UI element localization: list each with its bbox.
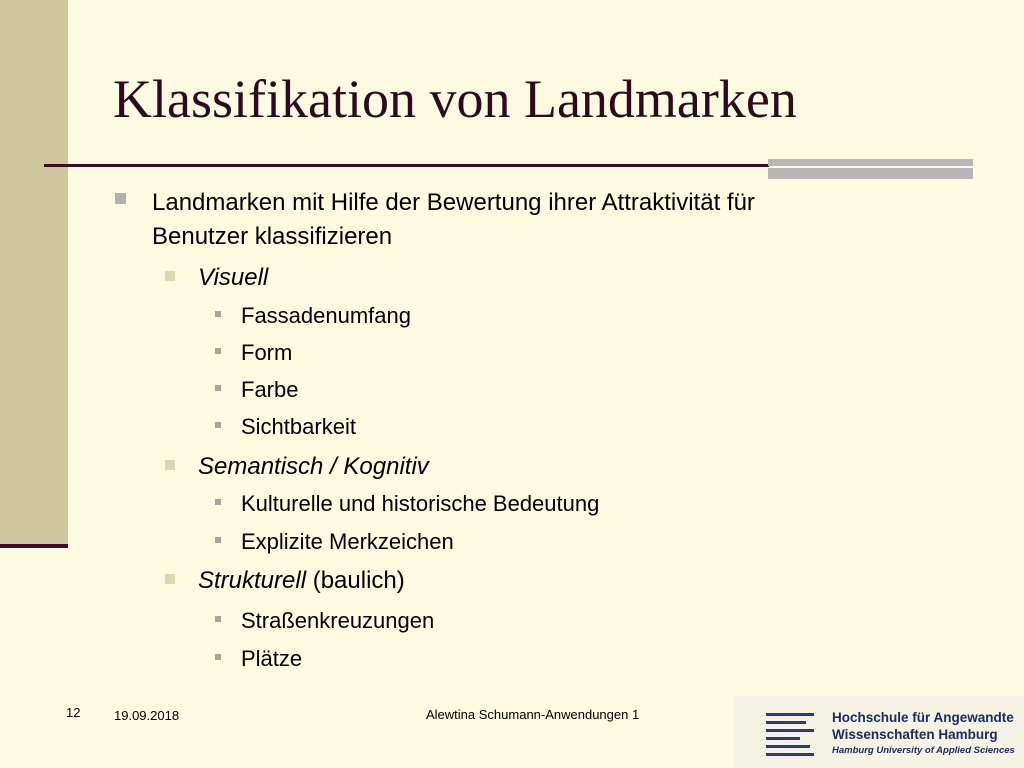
title-accent-bar: [768, 168, 973, 179]
square-bullet-icon: [165, 271, 175, 281]
square-bullet-icon: [115, 193, 126, 204]
title-underline: [44, 164, 769, 167]
logo-line3: Hamburg University of Applied Sciences: [832, 745, 1015, 756]
square-bullet-icon: [215, 422, 221, 428]
group-heading: Visuell: [198, 264, 269, 291]
square-bullet-icon: [215, 499, 221, 505]
side-decoration-bar: [0, 0, 68, 545]
logo-lines-icon: [766, 713, 814, 759]
group-heading: Semantisch / Kognitiv: [198, 453, 429, 480]
list-item: Straßenkreuzungen: [241, 608, 435, 633]
footer-author: Alewtina Schumann-Anwendungen 1: [426, 707, 640, 722]
list-item: Kulturelle und historische Bedeutung: [241, 491, 600, 516]
list-item: Plätze: [241, 646, 303, 671]
square-bullet-icon: [215, 385, 221, 391]
group-heading-wrapper: [198, 564, 405, 598]
list-item: Farbe: [241, 377, 299, 402]
group-heading: Strukturell: [198, 567, 307, 594]
square-bullet-icon: [215, 348, 221, 354]
list-item: Form: [241, 340, 293, 365]
square-bullet-icon: [165, 460, 175, 470]
logo-line2: Wissenschaften Hamburg: [832, 727, 998, 742]
list-item: Sichtbarkeit: [241, 414, 356, 439]
logo-line1: Hochschule für Angewandte: [832, 710, 1014, 725]
footer-date: 19.09.2018: [114, 708, 180, 723]
list-item: Explizite Merkzeichen: [241, 529, 454, 554]
group-heading-suffix: (baulich): [306, 567, 405, 594]
intro-text-line2: Benutzer klassifizieren: [152, 223, 393, 250]
square-bullet-icon: [215, 654, 221, 660]
title-accent-bar: [768, 159, 973, 166]
logo-text: [832, 709, 1015, 758]
slide-title: Klassifikation von Landmarken: [113, 69, 797, 129]
list-item: Fassadenumfang: [241, 303, 411, 328]
square-bullet-icon: [215, 537, 221, 543]
side-bar-rule: [0, 544, 68, 548]
square-bullet-icon: [215, 311, 221, 317]
page-number: 12: [66, 705, 81, 720]
intro-text-line1: Landmarken mit Hilfe der Bewertung ihrer Attraktivität für: [152, 189, 755, 216]
square-bullet-icon: [165, 574, 175, 584]
square-bullet-icon: [215, 616, 221, 622]
